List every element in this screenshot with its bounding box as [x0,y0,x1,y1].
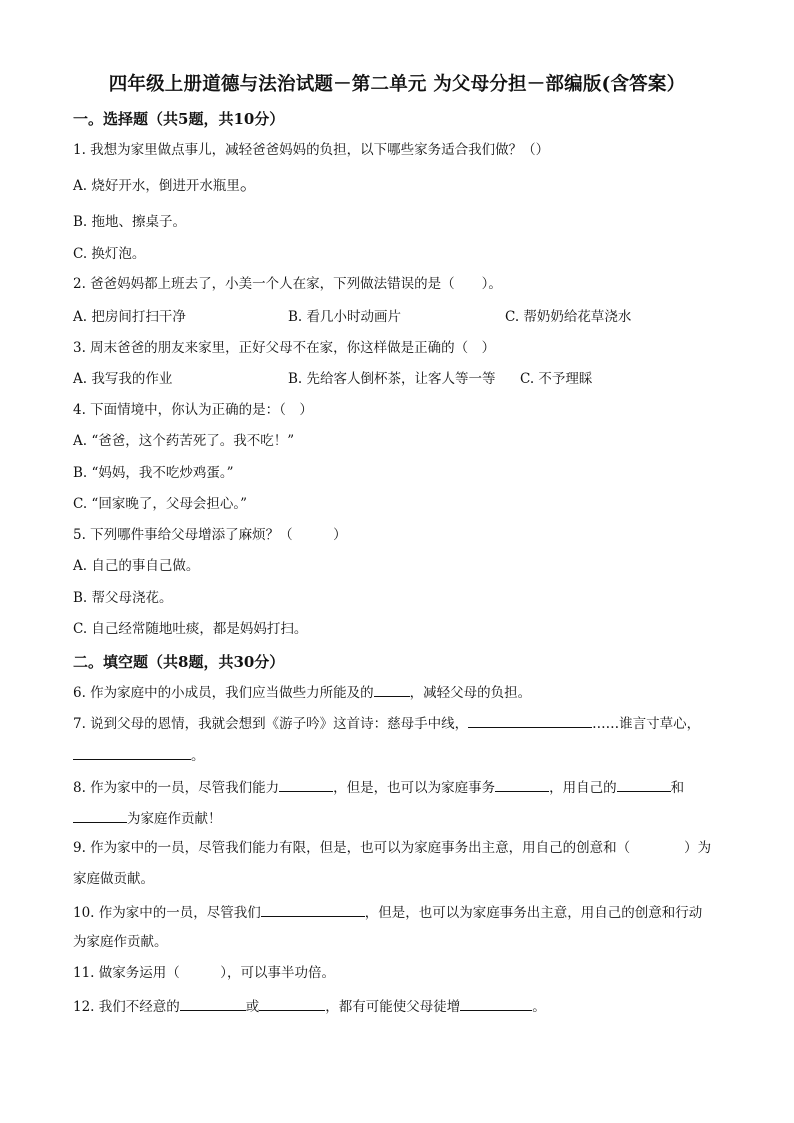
q7-blank-1[interactable] [468,713,592,728]
section-fill-heading: 二。填空题（共8题，共30分） [73,653,285,671]
q8-blank-2[interactable] [495,777,549,792]
q12-blank-2[interactable] [259,996,325,1011]
q2-option-a: A. 把房间打扫干净 [73,309,186,325]
q7-line2: 。 [73,745,205,765]
q8-blank-4[interactable] [73,808,127,823]
q9-line1: 9. 作为家中的一员，尽管我们能力有限，但是，也可以为家庭事务出主意，用自己的创意和（ ）为 [73,840,712,856]
q12: 12. 我们不经意的 或 ，都有可能使父母徒增 。 [73,996,546,1016]
q3-option-c: C. 不予理睬 [520,371,593,387]
q12-blank-1[interactable] [180,996,246,1011]
q4-stem: 4. 下面情境中，你认为正确的是：（ ） [73,402,313,418]
q5-option-b: B. 帮父母浇花。 [73,590,173,606]
q3-option-a: A. 我写我的作业 [73,371,173,387]
q3-stem: 3. 周末爸爸的朋友来家里，正好父母不在家，你这样做是正确的（ ） [73,340,496,356]
q7-blank-2[interactable] [73,745,191,760]
q10-line1: 10. 作为家中的一员，尽管我们 ，但是，也可以为家庭事务出主意，用自己的创意和行动 [73,902,702,922]
q2-option-b: B. 看几小时动画片 [288,309,402,325]
q11: 11. 做家务运用（ ），可以事半功倍。 [73,965,336,981]
q8-line1: 8. 作为家中的一员，尽管我们能力 ，但是，也可以为家庭事务 ，用自己的 和 [73,777,684,797]
q1-stem: 1. 我想为家里做点事儿，减轻爸爸妈妈的负担，以下哪些家务适合我们做？（） [73,142,550,158]
q1-option-c: C. 换灯泡。 [73,246,146,262]
q4-option-a: A. “爸爸，这个药苦死了。我不吃！” [73,433,295,449]
q9-line2: 家庭做贡献。 [73,871,154,887]
q6-blank[interactable] [374,682,410,697]
q4-option-c: C. “回家晚了，父母会担心。” [73,496,247,512]
q2-option-c: C. 帮奶奶给花草浇水 [505,309,632,325]
q5-stem: 5. 下列哪件事给父母增添了麻烦？（ ） [73,527,347,543]
q10-blank[interactable] [261,902,365,917]
q5-option-a: A. 自己的事自己做。 [73,558,200,574]
q12-blank-3[interactable] [460,996,532,1011]
q6: 6. 作为家庭中的小成员，我们应当做些力所能及的 ，减轻父母的负担。 [73,682,531,702]
q5-option-c: C. 自己经常随地吐痰，都是妈妈打扫。 [73,621,308,637]
q7-line1: 7. 说到父母的恩情，我就会想到《游子吟》这首诗：慈母手中线， ……谁言寸草心， [73,713,700,733]
section-choice-heading: 一。选择题（共5题，共10分） [73,110,285,128]
q1-option-b: B. 拖地、擦桌子。 [73,214,187,230]
q8-blank-1[interactable] [279,777,333,792]
q1-option-a: A. 烧好开水，倒进开水瓶里。 [73,174,258,195]
page-title: 四年级上册道德与法治试题－第二单元 为父母分担－部编版(含答案） [108,74,686,95]
q4-option-b: B. “妈妈，我不吃炒鸡蛋。” [73,465,234,481]
q10-line2: 为家庭作贡献。 [73,934,168,950]
q8-blank-3[interactable] [617,777,671,792]
q3-option-b: B. 先给客人倒杯茶，让客人等一等 [288,371,496,387]
q8-line2: 为家庭作贡献！ [73,808,222,828]
q2-stem: 2. 爸爸妈妈都上班去了，小美一个人在家，下列做法错误的是（ ）。 [73,276,502,292]
